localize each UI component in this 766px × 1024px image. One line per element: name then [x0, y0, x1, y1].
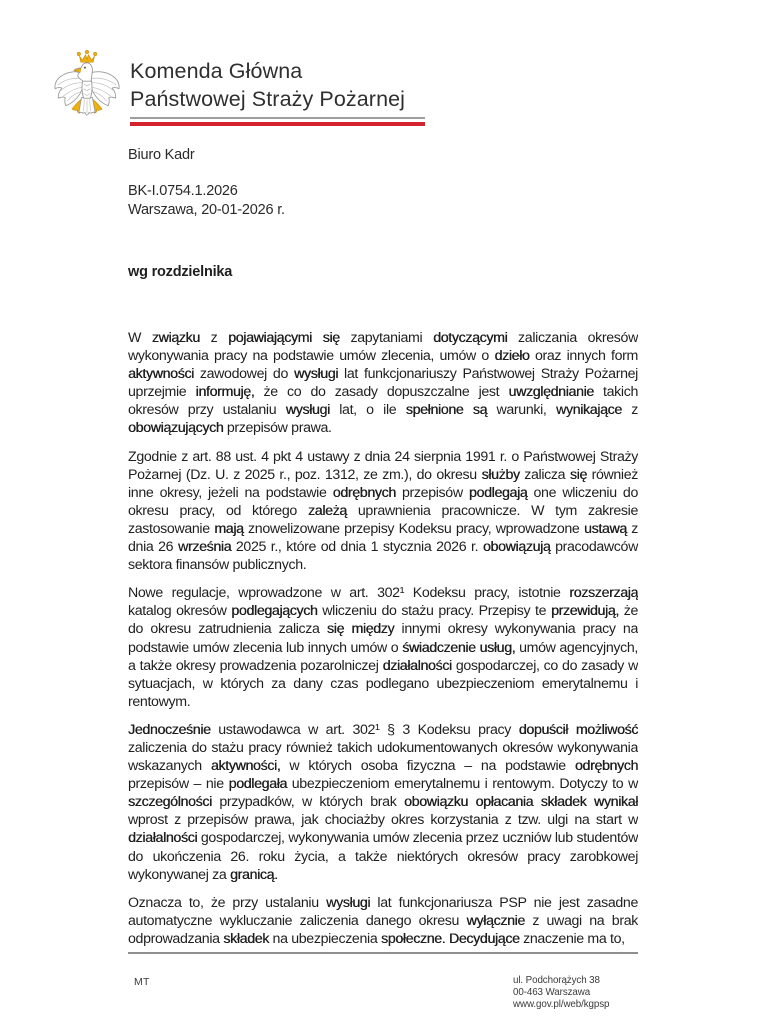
place-and-date: Warszawa, 20-01-2026 r. [128, 201, 285, 218]
address-city: 00-463 Warszawa [513, 986, 591, 998]
website-url: www.gov.pl/web/kgpsp [513, 998, 610, 1010]
header-gray-rule [130, 117, 425, 119]
polish-eagle-coat-of-arms-icon [53, 49, 121, 127]
org-title [130, 57, 550, 113]
paragraph: Oznacza to, że przy ustalaniu wysługi lat funkcjonariusza PSP nie jest zasadne automatyczne wykluczanie zaliczenia danego okresu wyłącznie z uwagi na brak odprowadzania składek na ubezpieczenia społeczne. Decydujące znaczenie ma to, [128, 894, 638, 947]
letter-body [128, 329, 638, 951]
address-street: ul. Podchorążych 38 [513, 975, 600, 986]
org-title-line2: Państwowej Straży Pożarnej [130, 87, 406, 111]
paragraph: Jednocześnie ustawodawca w art. 302¹ § 3 Kodeksu pracy dopuścił możliwość zaliczenia do stażu pracy również takich udokumentowanych okresów wykonywania wskazanych aktywności, w których osoba fizyczna – na podstawie odrębnych przepisów – nie podlegała ubezpieczeniom emerytalnemu i rentowym. Dotyczy to w szczególności przypadków, w których brak obowiązku opłacania składek wynikał wprost z przepisów prawa, jak chociażby okres korzystania z tzw. ulgi na start w działalności gospodarczej, wykonywania umów zlecenia przez uczniów lub studentów do ukończenia 26. roku życia, a także niektórych okresów pracy zarobkowej wykonywanej za granicą. [128, 721, 638, 883]
org-title-line1: Komenda Główna [130, 59, 303, 83]
clerk-initials: MT [134, 976, 150, 988]
paragraph: Nowe regulacje, wprowadzone w art. 302¹ Kodeksu pracy, istotnie rozszerzają katalog okresów podlegających wliczeniu do stażu pracy. Przepisy te przewidują, że do okresu zatrudnienia zalicza się między innymi okresy wykonywania pracy na podstawie umów zlecenia lub innych umów o świadczenie usług, umów agencyjnych, a także okresy prowadzenia pozarolniczej działalności gospodarczej, co do zasady w sytuacjach, w których za dany czas podlegano ubezpieczeniom emerytalnemu i rentowym. [128, 585, 638, 710]
paragraph: Zgodnie z art. 88 ust. 4 pkt 4 ustawy z dnia 24 sierpnia 1991 r. o Państwowej Straży Pożarnej (Dz. U. z 2025 r., poz. 1312, ze zm.), do okresu służby zalicza się również inne okresy, jeżeli na podstawie odrębnych przepisów podlegają one wliczeniu do okresu pracy, od którego zależą uprawnienia pracownicze. W tym zakresie zastosowanie mają znowelizowane przepisy Kodeksu pracy, wprowadzone ustawą z dnia 26 września 2025 r., które od dnia 1 stycznia 2026 r. obowiązują pracodawców sektora finansów publicznych. [128, 448, 638, 574]
paragraph: W związku z pojawiającymi się zapytaniami dotyczącymi zaliczania okresów wykonywania pracy na podstawie umów zlecenia, umów o dzieło oraz innych form aktywności zawodowej do wysługi lat funkcjonariuszy Państwowej Straży Pożarnej uprzejmie informuję, że co do zasady dopuszczalne jest uwzględnianie takich okresów przy ustalaniu wysługi lat, o ile spełnione są warunki, wynikające z obowiązujących przepisów prawa. [128, 330, 638, 437]
footer-address [513, 975, 609, 1011]
reference-number: BK-I.0754.1.2026 [128, 183, 238, 199]
header-red-rule [130, 122, 425, 126]
reference-block [128, 182, 285, 219]
distribution-note: wg rozdzielnika [128, 264, 233, 280]
department-name: Biuro Kadr [128, 147, 195, 163]
footer-divider [128, 952, 638, 954]
